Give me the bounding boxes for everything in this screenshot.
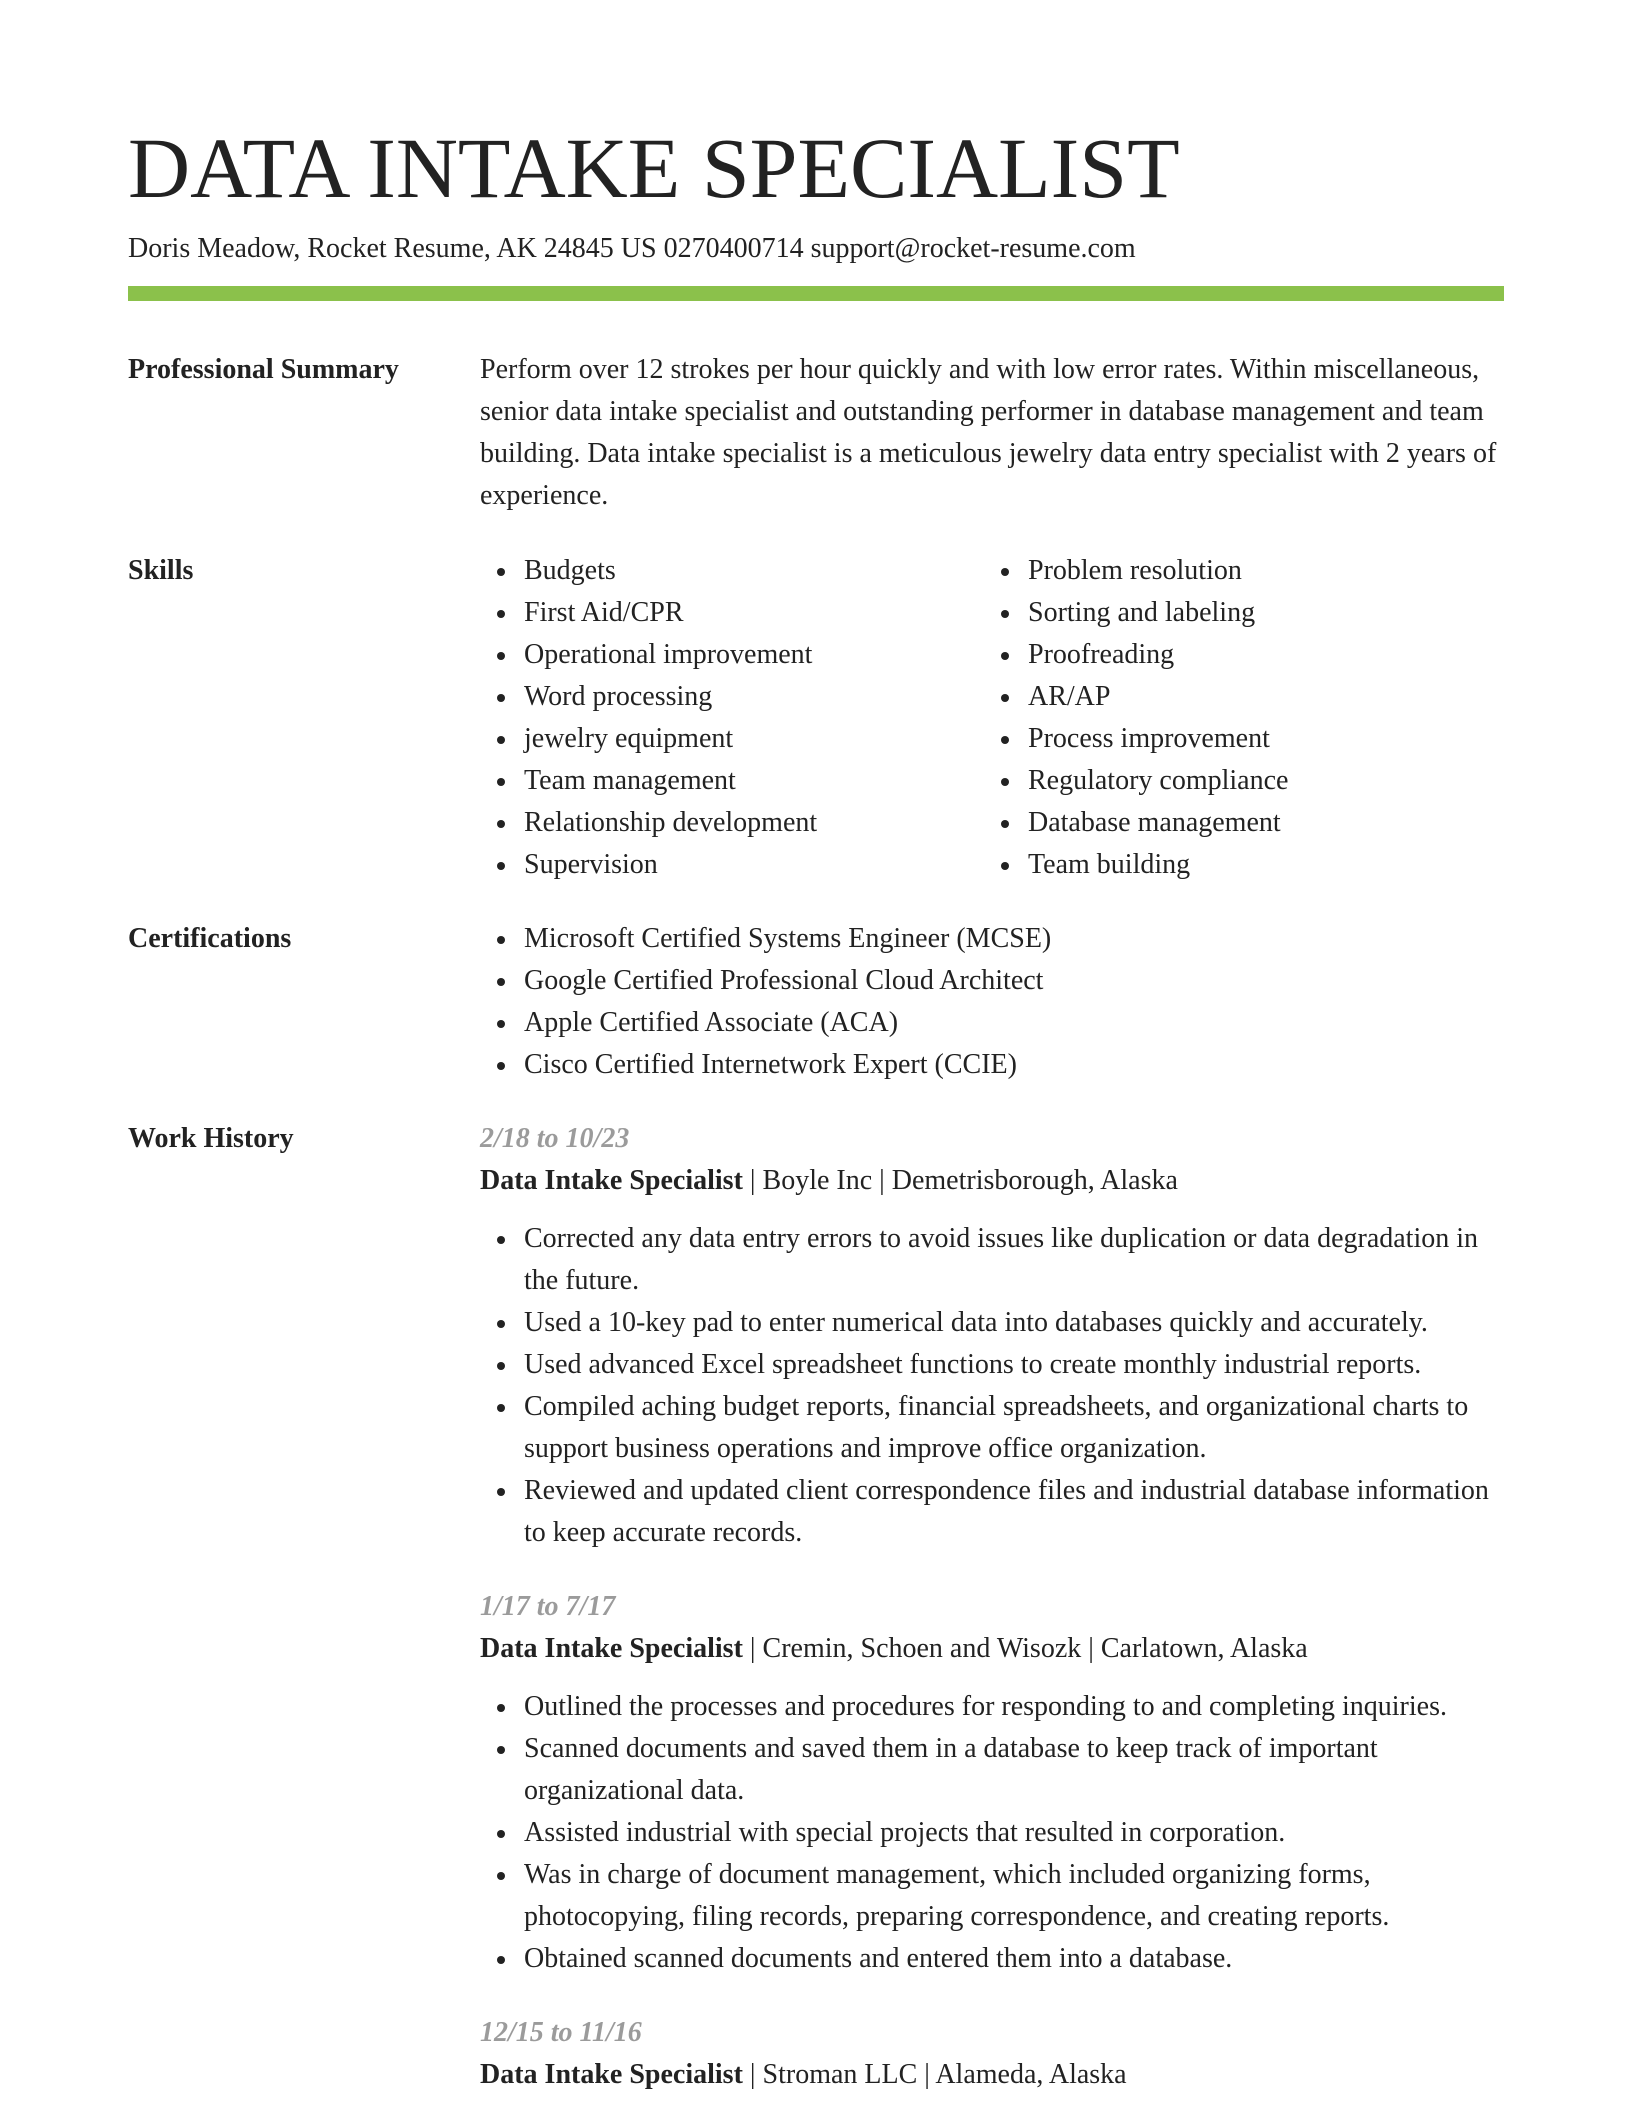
skills-column-left	[480, 550, 984, 886]
job-details: | Boyle Inc | Demetrisborough, Alaska	[742, 1165, 1178, 1196]
job-bullet: Reviewed and updated client correspondence files and industrial database information to keep accurate records.	[524, 1470, 1504, 1554]
job-details: | Cremin, Schoen and Wisozk | Carlatown, Alaska	[742, 1633, 1308, 1664]
skill-item: Team building	[1028, 844, 1488, 886]
certification-item: Cisco Certified Internetwork Expert (CCIE)	[524, 1044, 1504, 1086]
job-bullet: Used a 10-key pad to enter numerical data into databases quickly and accurately.	[524, 1302, 1504, 1344]
job-entry	[480, 1118, 1504, 1554]
job-bullet: Assisted industrial with special projects that resulted in corporation.	[524, 1812, 1504, 1854]
skill-item: Operational improvement	[524, 634, 984, 676]
skills-body	[480, 550, 1504, 886]
job-bullet: Corrected any data entry errors to avoid issues like duplication or data degradation in the future.	[524, 1218, 1504, 1302]
skill-item: Problem resolution	[1028, 550, 1488, 592]
job-bullet: Obtained scanned documents and entered them into a database.	[524, 1938, 1504, 1980]
certifications-body	[480, 918, 1504, 1086]
summary-text: Perform over 12 strokes per hour quickly and with low error rates. Within miscellaneous, senior data intake specialist and outstanding performer in database management and team building. Data intake specialist is a meticulous jewelry data entry specialist with 2 years of experience.	[480, 354, 1497, 511]
job-entry	[480, 2012, 1504, 2096]
job-heading	[480, 1628, 1504, 1670]
skill-item: Team management	[524, 760, 984, 802]
job-dates: 1/17 to 7/17	[480, 1591, 616, 1622]
job-bullet: Scanned documents and saved them in a database to keep track of important organizational data.	[524, 1728, 1504, 1812]
job-bullet: Used advanced Excel spreadsheet functions to create monthly industrial reports.	[524, 1344, 1504, 1386]
job-title: Data Intake Specialist	[480, 1633, 743, 1664]
header-divider	[128, 286, 1504, 301]
job-bullet: Was in charge of document management, which included organizing forms, photocopying, filing records, preparing correspondence, and creating reports.	[524, 1854, 1504, 1938]
skill-item: Proofreading	[1028, 634, 1488, 676]
skill-item: Supervision	[524, 844, 984, 886]
job-bullets	[480, 1686, 1504, 1980]
skill-item: Database management	[1028, 802, 1488, 844]
job-title: Data Intake Specialist	[480, 2059, 743, 2090]
skill-item: jewelry equipment	[524, 718, 984, 760]
job-dates: 12/15 to 11/16	[480, 2017, 642, 2048]
job-bullets	[480, 1218, 1504, 1554]
certification-item: Microsoft Certified Systems Engineer (MCSE)	[524, 918, 1504, 960]
summary-label: Professional Summary	[128, 354, 399, 385]
skill-item: Regulatory compliance	[1028, 760, 1488, 802]
job-heading	[480, 1160, 1504, 1202]
job-bullet: Outlined the processes and procedures for responding to and completing inquiries.	[524, 1686, 1504, 1728]
work-history-body	[480, 1118, 1504, 2128]
job-details: | Stroman LLC | Alameda, Alaska	[742, 2059, 1127, 2090]
summary-body	[480, 349, 1504, 517]
job-title: Data Intake Specialist	[480, 1165, 743, 1196]
job-entry	[480, 1586, 1504, 1980]
skill-item: Sorting and labeling	[1028, 592, 1488, 634]
skills-label: Skills	[128, 555, 194, 586]
job-bullet: Compiled aching budget reports, financial spreadsheets, and organizational charts to support business operations and improve office organization.	[524, 1386, 1504, 1470]
job-dates: 2/18 to 10/23	[480, 1123, 630, 1154]
skill-item: Relationship development	[524, 802, 984, 844]
job-heading	[480, 2054, 1504, 2096]
certification-item: Apple Certified Associate (ACA)	[524, 1002, 1504, 1044]
certification-item: Google Certified Professional Cloud Architect	[524, 960, 1504, 1002]
work-history-label: Work History	[128, 1123, 294, 1154]
contact-line: Doris Meadow, Rocket Resume, AK 24845 US 0270400714 support@rocket-resume.com	[128, 233, 1136, 264]
skill-item: Process improvement	[1028, 718, 1488, 760]
skill-item: Budgets	[524, 550, 984, 592]
resume-title: DATA INTAKE SPECIALIST	[128, 120, 1180, 216]
skills-column-right	[984, 550, 1488, 886]
skill-item: First Aid/CPR	[524, 592, 984, 634]
skill-item: AR/AP	[1028, 676, 1488, 718]
certifications-label: Certifications	[128, 923, 292, 954]
skill-item: Word processing	[524, 676, 984, 718]
